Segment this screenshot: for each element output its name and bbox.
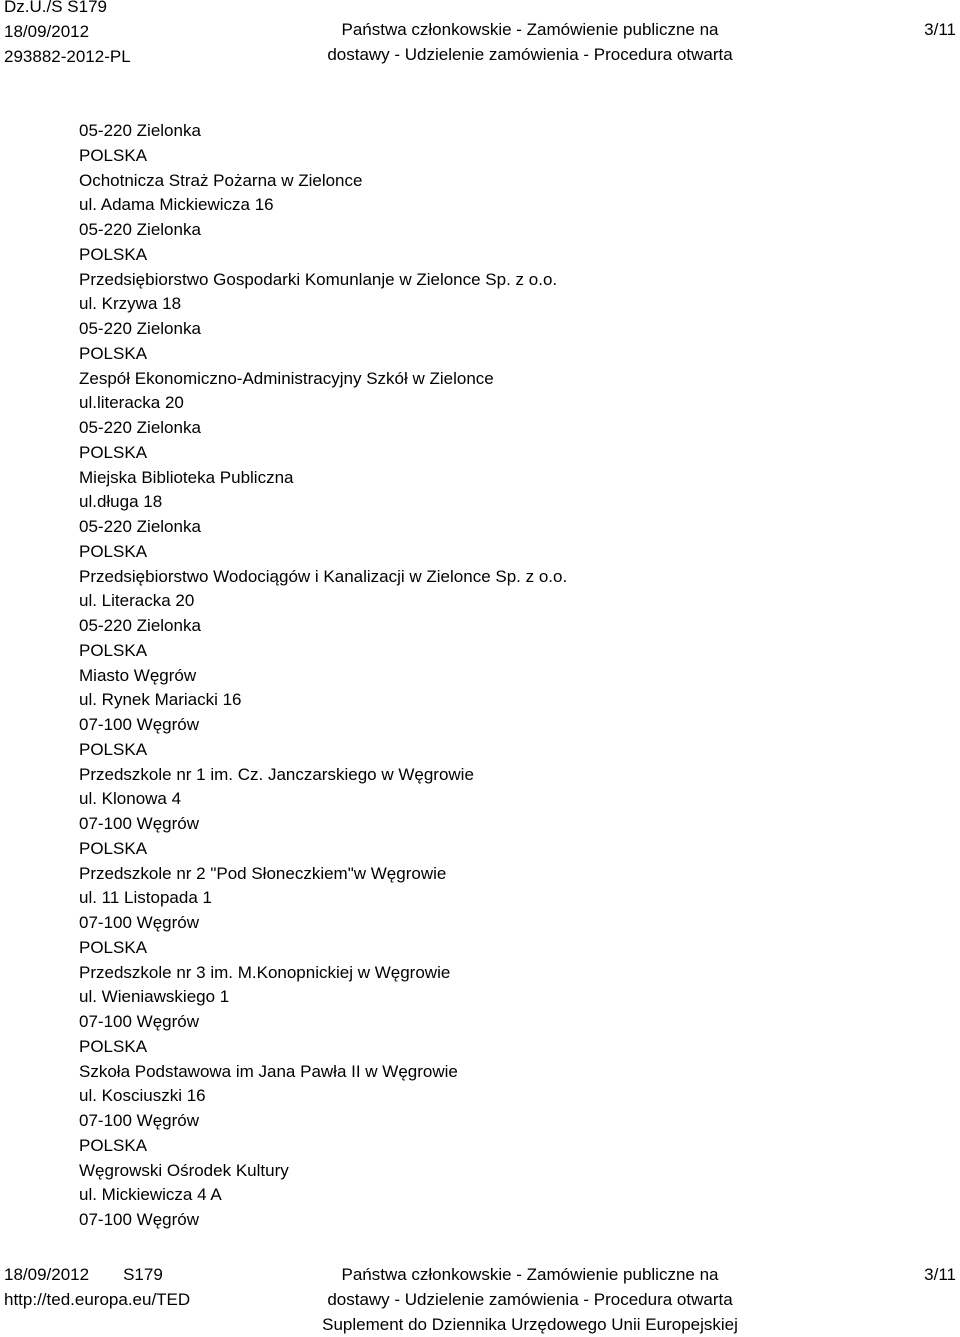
content-line: POLSKA <box>79 442 148 462</box>
document-id: 293882-2012-PL <box>4 47 131 66</box>
content-line: POLSKA <box>79 739 148 759</box>
content-line: ul. Adama Mickiewicza 16 <box>79 195 274 215</box>
content-line: ul. 11 Listopada 1 <box>79 888 212 908</box>
content-line: 05-220 Zielonka <box>79 418 201 437</box>
content-line: 05-220 Zielonka <box>79 616 201 635</box>
footer-title-line2: dostawy - Udzielenie zamówienia - Procedura otwarta <box>327 1290 733 1309</box>
header-date: 18/09/2012 <box>4 22 90 41</box>
content-line: Przedszkole nr 1 im. Cz. Janczarskiego w Węgrowie <box>79 764 474 784</box>
content-line: ul. Rynek Mariacki 16 <box>79 690 242 710</box>
content-line: Ochotnicza Straż Pożarna w Zielonce <box>79 170 363 190</box>
content-line: POLSKA <box>79 838 148 858</box>
content-line: ul. Kosciuszki 16 <box>79 1086 206 1106</box>
content-line: Miasto Węgrów <box>79 665 197 685</box>
footer-issue: S179 <box>123 1265 163 1284</box>
content-line: POLSKA <box>79 145 148 165</box>
content-line: POLSKA <box>79 343 148 363</box>
footer-url[interactable]: http://ted.europa.eu/TED <box>4 1290 191 1309</box>
content-line: ul. Mickiewicza 4 A <box>79 1185 222 1205</box>
content-line: Przedszkole nr 2 "Pod Słoneczkiem"w Węgrowie <box>79 863 447 883</box>
footer-page-number: 3/11 <box>924 1265 956 1284</box>
content-line: 07-100 Węgrów <box>79 1210 200 1229</box>
content-line: ul. Krzywa 18 <box>79 294 182 314</box>
content-line: 07-100 Węgrów <box>79 814 200 833</box>
content-line: Przedsiębiorstwo Wodociągów i Kanalizacji w Zielonce Sp. z o.o. <box>79 566 568 586</box>
content-line: POLSKA <box>79 244 148 264</box>
content-line: 07-100 Węgrów <box>79 1111 200 1130</box>
header-page-number: 3/11 <box>924 20 956 39</box>
header-title-line2: dostawy - Udzielenie zamówienia - Procedura otwarta <box>327 45 733 64</box>
content-line: ul. Wieniawskiego 1 <box>79 987 230 1007</box>
content-line: 07-100 Węgrów <box>79 913 200 932</box>
content-line: POLSKA <box>79 937 148 957</box>
footer-title-line1: Państwa członkowskie - Zamówienie publiczne na <box>341 1265 719 1284</box>
content-line: ul.literacka 20 <box>79 393 184 413</box>
header-title-line1: Państwa członkowskie - Zamówienie publiczne na <box>341 20 719 39</box>
content-line: Węgrowski Ośrodek Kultury <box>79 1160 289 1180</box>
address-list <box>79 119 567 1233</box>
footer-date: 18/09/2012 <box>4 1265 90 1284</box>
content-line: 05-220 Zielonka <box>79 517 201 536</box>
footer-title <box>0 1262 960 1337</box>
content-line: 07-100 Węgrów <box>79 1012 200 1031</box>
footer-supplement: Suplement do Dziennika Urzędowego Unii Europejskiej <box>322 1315 738 1334</box>
journal-ref: Dz.U./S S179 <box>4 0 107 16</box>
content-line: 05-220 Zielonka <box>79 220 201 239</box>
content-line: POLSKA <box>79 640 148 660</box>
content-line: Szkoła Podstawowa im Jana Pawła II w Węgrowie <box>79 1061 458 1081</box>
header-title <box>0 17 960 67</box>
content-line: ul. Klonowa 4 <box>79 789 182 809</box>
content-line: Przedsiębiorstwo Gospodarki Komunlanje w Zielonce Sp. z o.o. <box>79 269 558 289</box>
content-line: 05-220 Zielonka <box>79 121 201 140</box>
content-line: POLSKA <box>79 541 148 561</box>
content-line: ul.długa 18 <box>79 492 163 512</box>
content-line: POLSKA <box>79 1036 148 1056</box>
content-line: 07-100 Węgrów <box>79 715 200 734</box>
content-line: Przedszkole nr 3 im. M.Konopnickiej w Węgrowie <box>79 962 451 982</box>
content-line: 05-220 Zielonka <box>79 319 201 338</box>
content-line: Zespół Ekonomiczno-Administracyjny Szkół w Zielonce <box>79 368 494 388</box>
content-line: Miejska Biblioteka Publiczna <box>79 467 294 487</box>
content-line: ul. Literacka 20 <box>79 591 195 611</box>
content-line: POLSKA <box>79 1135 148 1155</box>
